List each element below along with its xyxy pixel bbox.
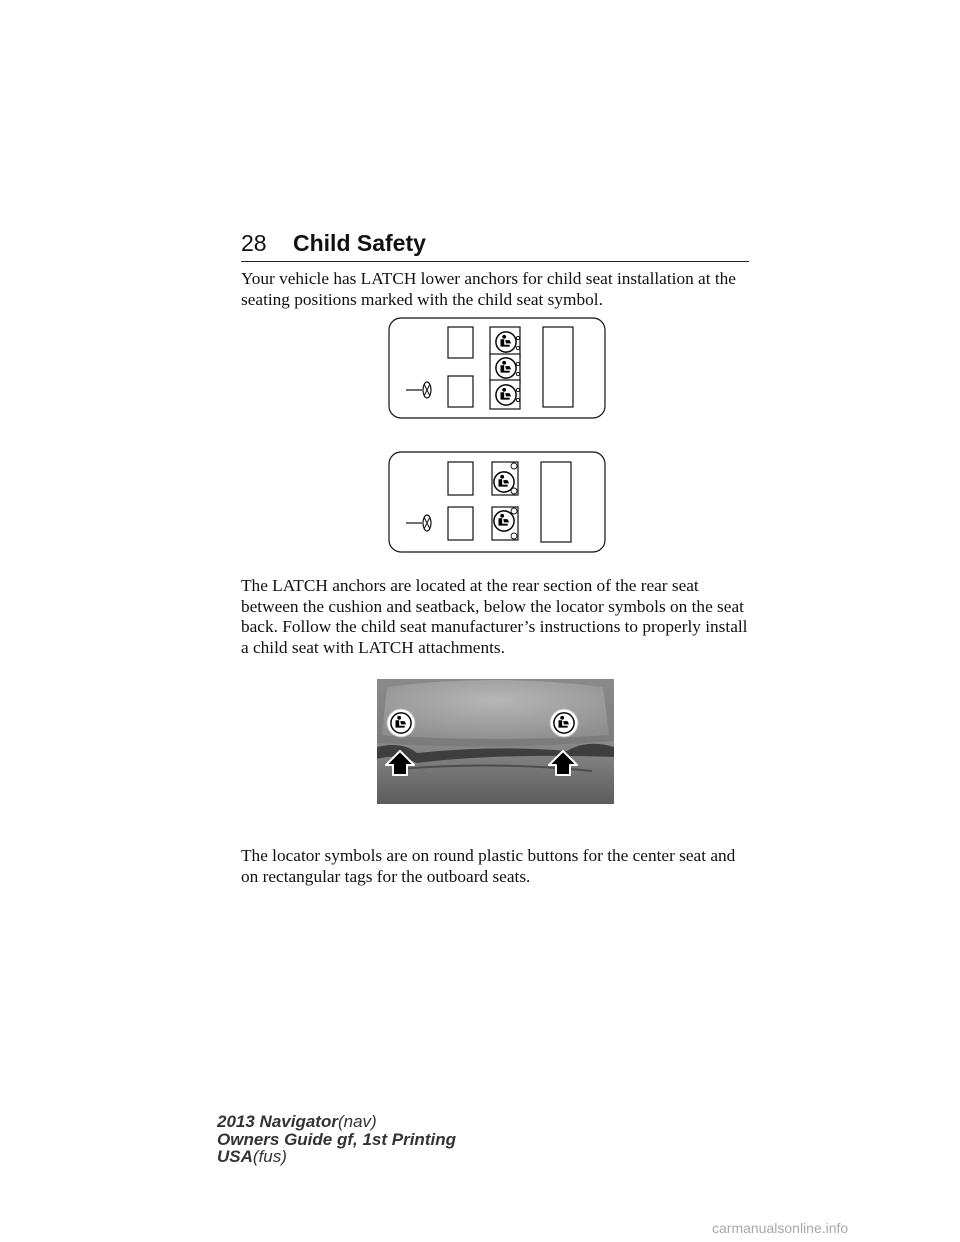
locator-paragraph: [241, 846, 761, 887]
third-row-bench: [543, 327, 573, 407]
seating-diagram-two-rows: [388, 451, 606, 553]
text-line: on rectangular tags for the outboard seats.: [241, 866, 531, 886]
document-footer: [217, 1113, 456, 1166]
text-line: back. Follow the child seat manufacturer’s instructions to properly install: [241, 617, 748, 636]
child-seat-icon: [496, 332, 516, 352]
child-seat-icon: [496, 358, 516, 378]
page-number: 28: [241, 230, 267, 256]
child-seat-icon: [554, 713, 574, 733]
front-seat-right: [448, 327, 473, 358]
child-seat-icon: [494, 511, 514, 531]
latch-location-paragraph: [241, 576, 761, 658]
intro-paragraph: [241, 269, 761, 310]
child-seat-icon: [391, 713, 411, 733]
front-seat-right: [448, 462, 473, 495]
text-line: The LATCH anchors are located at the rear section of the rear seat: [241, 576, 699, 595]
second-row-bench: [541, 462, 571, 542]
footer-model-code: (nav): [337, 1112, 377, 1131]
footer-model: 2013 Navigator: [217, 1112, 338, 1131]
page-header: [241, 228, 749, 262]
front-seat-driver: [448, 507, 473, 540]
section-title: Child Safety: [293, 230, 426, 256]
footer-guide: Owners Guide gf, 1st Printing: [217, 1129, 456, 1149]
child-seat-icon: [494, 472, 514, 492]
header-rule: [241, 261, 749, 262]
footer-market: USA: [217, 1147, 253, 1166]
text-line: The locator symbols are on round plastic buttons for the center seat and: [241, 846, 736, 865]
front-seat-driver: [448, 376, 473, 407]
child-seat-icon: [496, 385, 516, 405]
text-line: a child seat with LATCH attachments.: [241, 637, 505, 657]
seating-diagram-three-rows: [388, 317, 606, 419]
footer-market-code: (fus): [252, 1147, 287, 1166]
watermark: carmanualsonline.info: [712, 1220, 849, 1236]
text-line: seating positions marked with the child seat symbol.: [241, 289, 603, 309]
latch-photo: [377, 679, 614, 804]
text-line: Your vehicle has LATCH lower anchors for child seat installation at the: [241, 269, 736, 288]
text-line: between the cushion and seatback, below the locator symbols on the seat: [241, 596, 744, 616]
